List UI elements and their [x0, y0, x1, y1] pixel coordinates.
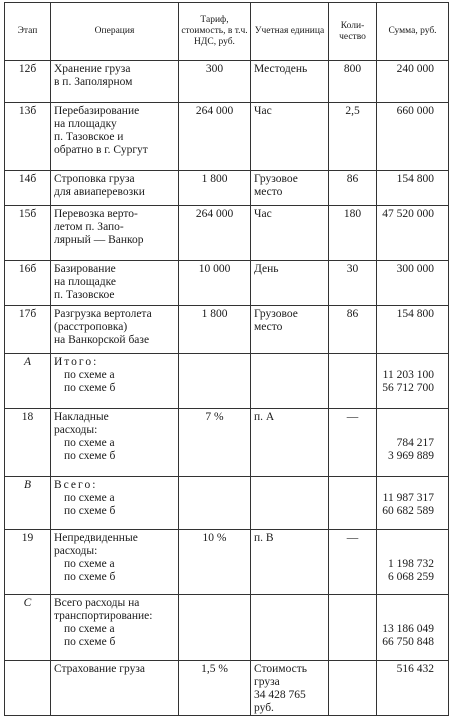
rate-cell: 300	[179, 61, 251, 103]
qty-cell: 86	[329, 306, 377, 354]
qty-cell	[329, 661, 377, 716]
operation-line: Непредвиденные	[54, 532, 138, 544]
operation-line: на Ванкорской базе	[54, 334, 150, 346]
scheme-a-label: по схеме а	[64, 492, 115, 504]
stage-cell: A	[5, 354, 51, 409]
header-stage: Этап	[5, 3, 51, 61]
sum-scheme-a: 13 186 049	[382, 623, 434, 635]
unit-line: День	[254, 263, 279, 275]
operation-line: Разгрузка вертолета	[54, 308, 152, 320]
stage-cell: 17б	[5, 306, 51, 354]
qty-cell: 2,5	[329, 103, 377, 171]
operation-line: расходы:	[54, 424, 98, 436]
rate-cell: 1,5 %	[179, 661, 251, 716]
sum-cell	[377, 103, 449, 171]
operation-line: расходы:	[54, 545, 98, 557]
sum-scheme-b: 56 712 700	[382, 382, 434, 394]
sum-line: 660 000	[396, 105, 434, 117]
operation-line: Перебазирование	[54, 105, 140, 117]
sum-cell: 516 432	[377, 661, 449, 716]
scheme-a-label: по схеме а	[64, 558, 115, 570]
rate-cell: 264 000	[179, 103, 251, 171]
qty-cell: 180	[329, 206, 377, 261]
operation-line: (расстроповка)	[54, 321, 128, 333]
sum-cell	[377, 171, 449, 206]
header-operation: Операция	[51, 3, 179, 61]
scheme-a-label: по схеме а	[64, 369, 115, 381]
cost-table	[4, 2, 449, 716]
operation-line: на площадку	[54, 118, 117, 130]
unit-cell	[251, 61, 329, 103]
sum-scheme-b: 6 068 259	[388, 571, 434, 583]
unit-cell	[251, 306, 329, 354]
operation-line: на площадке	[54, 276, 116, 288]
sum-scheme-a: 784 217	[396, 437, 434, 449]
scheme-b-label: по схеме б	[64, 505, 116, 517]
qty-cell: —	[329, 530, 377, 595]
unit-line: 34 428 765 руб.	[254, 689, 306, 714]
sum-cell	[377, 530, 449, 595]
rate-cell	[179, 354, 251, 409]
operation-line: п. Тазовское	[54, 289, 115, 301]
unit-cell	[251, 477, 329, 530]
stage-cell: 12б	[5, 61, 51, 103]
table-row-19	[5, 530, 449, 595]
table-row-18	[5, 409, 449, 477]
scheme-b-label: по схеме б	[64, 450, 116, 462]
operation-cell	[51, 477, 179, 530]
operation-cell	[51, 409, 179, 477]
operation-line: п. Тазовское и	[54, 131, 124, 143]
stage-cell	[5, 661, 51, 716]
operation-cell	[51, 530, 179, 595]
operation-line: обратно в г. Сургут	[54, 144, 148, 156]
operation-line: Хранение груза	[54, 63, 131, 75]
rate-cell: 10 000	[179, 261, 251, 306]
sum-cell	[377, 595, 449, 661]
total-title: Итого:	[54, 356, 99, 368]
operation-line: Строповка груза	[54, 173, 135, 185]
qty-cell: 86	[329, 171, 377, 206]
rate-cell: 10 %	[179, 530, 251, 595]
operation-cell	[51, 171, 179, 206]
operation-cell	[51, 61, 179, 103]
stage-cell: 14б	[5, 171, 51, 206]
operation-line: летом п. Запо-	[54, 221, 124, 233]
sum-cell	[377, 261, 449, 306]
stage-cell: B	[5, 477, 51, 530]
table-row-total-b	[5, 477, 449, 530]
operation-line: Накладные	[54, 411, 109, 423]
stage-cell: 13б	[5, 103, 51, 171]
operation-line: Перевозка верто-	[54, 208, 138, 220]
unit-line: место	[254, 186, 283, 198]
unit-line: Местодень	[254, 63, 308, 75]
qty-cell	[329, 354, 377, 409]
sum-scheme-b: 66 750 848	[382, 636, 434, 648]
unit-cell	[251, 261, 329, 306]
operation-line: лярный — Ванкор	[54, 234, 144, 246]
sum-scheme-b: 60 682 589	[382, 505, 434, 517]
sum-cell	[377, 354, 449, 409]
qty-cell: 800	[329, 61, 377, 103]
operation-cell	[51, 354, 179, 409]
unit-cell	[251, 354, 329, 409]
table-row	[5, 206, 449, 261]
table-row	[5, 261, 449, 306]
rate-cell	[179, 595, 251, 661]
sum-line: 300 000	[396, 263, 434, 275]
qty-cell: 30	[329, 261, 377, 306]
table-row-total-a	[5, 354, 449, 409]
operation-line: в п. Заполярном	[54, 76, 133, 88]
operation-line: Всего расходы на	[54, 597, 140, 609]
header-rate: Тариф, стоимость, в т.ч. НДС, руб.	[179, 3, 251, 61]
sum-cell	[377, 409, 449, 477]
scheme-b-label: по схеме б	[64, 636, 116, 648]
stage-cell: 16б	[5, 261, 51, 306]
unit-line: место	[254, 321, 283, 333]
sum-line: 154 800	[396, 308, 434, 320]
table-row	[5, 306, 449, 354]
operation-cell	[51, 306, 179, 354]
unit-cell	[251, 661, 329, 716]
table-row-total-c	[5, 595, 449, 661]
unit-line: Час	[254, 105, 272, 117]
header-sum: Сумма, руб.	[377, 3, 449, 61]
unit-cell: п. B	[251, 530, 329, 595]
unit-cell	[251, 595, 329, 661]
scheme-a-label: по схеме а	[64, 437, 115, 449]
scheme-b-label: по схеме б	[64, 571, 116, 583]
total-title: Всего:	[54, 479, 98, 491]
unit-line: Стоимость груза	[254, 663, 307, 688]
sum-scheme-a: 1 198 732	[388, 558, 434, 570]
qty-cell	[329, 595, 377, 661]
operation-line: транспортирование:	[54, 610, 153, 622]
table-row	[5, 61, 449, 103]
operation-cell	[51, 261, 179, 306]
rate-cell: 1 800	[179, 306, 251, 354]
operation-cell: Страхование груза	[51, 661, 179, 716]
scheme-b-label: по схеме б	[64, 382, 116, 394]
operation-cell	[51, 103, 179, 171]
sum-cell	[377, 206, 449, 261]
sum-line: 240 000	[396, 63, 434, 75]
unit-cell: п. A	[251, 409, 329, 477]
rate-cell: 7 %	[179, 409, 251, 477]
unit-cell	[251, 171, 329, 206]
sum-cell	[377, 306, 449, 354]
table-row-insurance	[5, 661, 449, 716]
unit-line: Грузовое	[254, 308, 298, 320]
unit-cell	[251, 103, 329, 171]
header-qty: Коли-чество	[329, 3, 377, 61]
sum-line: 154 800	[396, 173, 434, 185]
table-row	[5, 103, 449, 171]
unit-line: Грузовое	[254, 173, 298, 185]
operation-line: для авиаперевозки	[54, 186, 145, 198]
unit-line: Час	[254, 208, 272, 220]
operation-cell	[51, 595, 179, 661]
sum-line: 47 520 000	[382, 208, 434, 220]
qty-cell: —	[329, 409, 377, 477]
operation-line: Базирование	[54, 263, 116, 275]
rate-cell: 1 800	[179, 171, 251, 206]
sum-cell	[377, 61, 449, 103]
stage-cell: 19	[5, 530, 51, 595]
qty-cell	[329, 477, 377, 530]
stage-cell: 18	[5, 409, 51, 477]
rate-cell: 264 000	[179, 206, 251, 261]
unit-cell	[251, 206, 329, 261]
header-row	[5, 3, 449, 61]
stage-cell: 15б	[5, 206, 51, 261]
table-row	[5, 171, 449, 206]
operation-cell	[51, 206, 179, 261]
header-unit: Учетная единица	[251, 3, 329, 61]
stage-cell: C	[5, 595, 51, 661]
scheme-a-label: по схеме а	[64, 623, 115, 635]
sum-scheme-a: 11 203 100	[382, 369, 434, 381]
rate-cell	[179, 477, 251, 530]
sum-cell	[377, 477, 449, 530]
sum-scheme-b: 3 969 889	[388, 450, 434, 462]
sum-scheme-a: 11 987 317	[382, 492, 434, 504]
